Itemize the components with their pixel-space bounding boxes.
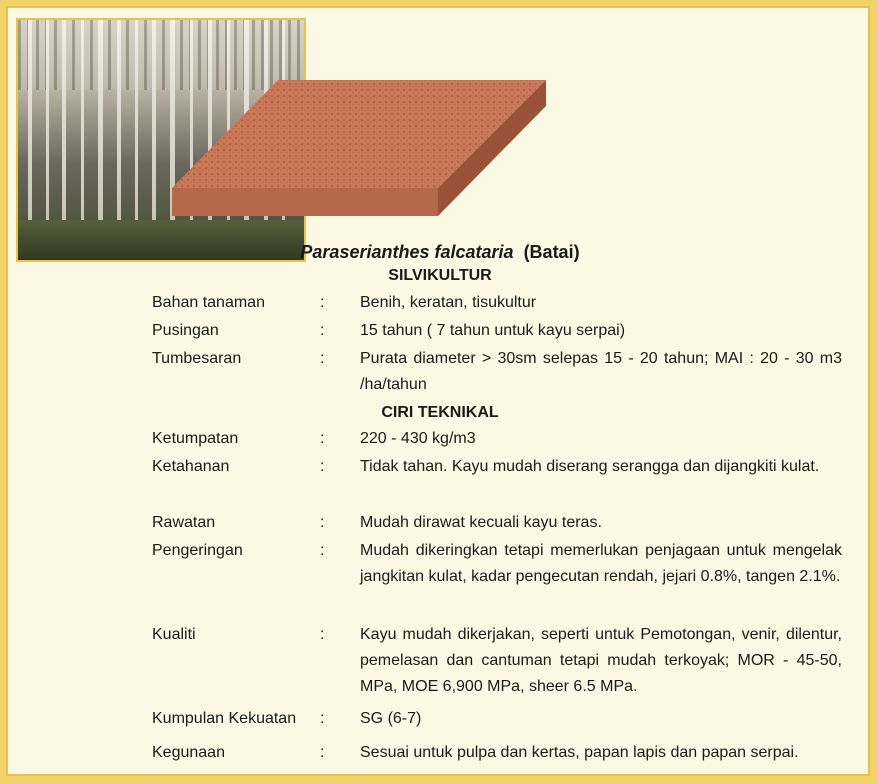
separator: : xyxy=(320,350,325,367)
separator: : xyxy=(320,458,325,475)
property-label: Kualiti xyxy=(152,626,196,643)
property-label: Pengeringan xyxy=(152,542,243,559)
scientific-name: Paraserianthes falcataria xyxy=(300,242,514,262)
property-value: Mudah dirawat kecuali kayu teras. xyxy=(360,514,602,531)
info-card xyxy=(6,6,870,776)
property-label: Kumpulan Kekuatan xyxy=(152,710,297,727)
species-title xyxy=(8,242,872,263)
tree-trunk xyxy=(152,20,156,230)
tree-trunk xyxy=(117,20,121,230)
tree-trunk xyxy=(28,20,32,230)
property-value: 15 tahun ( 7 tahun untuk kayu serpai) xyxy=(360,322,626,339)
separator: : xyxy=(320,626,325,643)
property-value: SG (6-7) xyxy=(360,710,422,727)
property-label: Pusingan xyxy=(152,322,219,339)
property-value: 220 - 430 kg/m3 xyxy=(360,430,476,447)
separator: : xyxy=(320,542,325,559)
separator: : xyxy=(320,322,325,339)
property-value: Benih, keratan, tisukultur xyxy=(360,294,537,311)
property-label: Ketahanan xyxy=(152,458,230,475)
property-label: Kegunaan xyxy=(152,744,225,761)
separator: : xyxy=(320,294,325,311)
separator: : xyxy=(320,430,325,447)
separator: : xyxy=(320,744,325,761)
section-heading-ciri-teknikal: CIRI TEKNIKAL xyxy=(381,404,499,421)
property-label: Bahan tanaman xyxy=(152,294,265,311)
wood-sample-board xyxy=(168,76,548,218)
tree-trunk xyxy=(135,20,138,230)
tree-trunk xyxy=(81,20,84,230)
property-value: Purata diameter > 30sm selepas 15 - 20 tahun; MAI : 20 - 30 m3 /ha/tahun xyxy=(360,350,842,393)
property-value: Sesuai untuk pulpa dan kertas, papan lapis dan papan serpai. xyxy=(360,744,799,761)
tree-trunk xyxy=(62,20,66,230)
tree-trunk xyxy=(46,20,49,230)
property-label: Ketumpatan xyxy=(152,430,239,447)
tree-trunk xyxy=(98,20,103,230)
property-label: Rawatan xyxy=(152,514,216,531)
property-label: Tumbesaran xyxy=(152,350,242,367)
local-name: (Batai) xyxy=(523,242,580,262)
section-heading-silvikultur: SILVIKULTUR xyxy=(388,267,492,284)
separator: : xyxy=(320,710,325,727)
separator: : xyxy=(320,514,325,531)
property-value: Tidak tahan. Kayu mudah diserang serangga dan dijangkiti kulat. xyxy=(360,458,820,475)
property-value: Mudah dikeringkan tetapi memerlukan penjagaan untuk mengelak jangkitan kulat, kadar pengecutan rendah, jejari 0.8%, tangen 2.1%. xyxy=(360,542,842,585)
property-value: Kayu mudah dikerjakan, seperti untuk Pemotongan, venir, dilentur, pemelasan dan cantuman tetapi mudah terkoyak; MOR - 45-50, MPa, MOE 6,900 MPa, sheer 6.5 MPa. xyxy=(360,626,842,695)
